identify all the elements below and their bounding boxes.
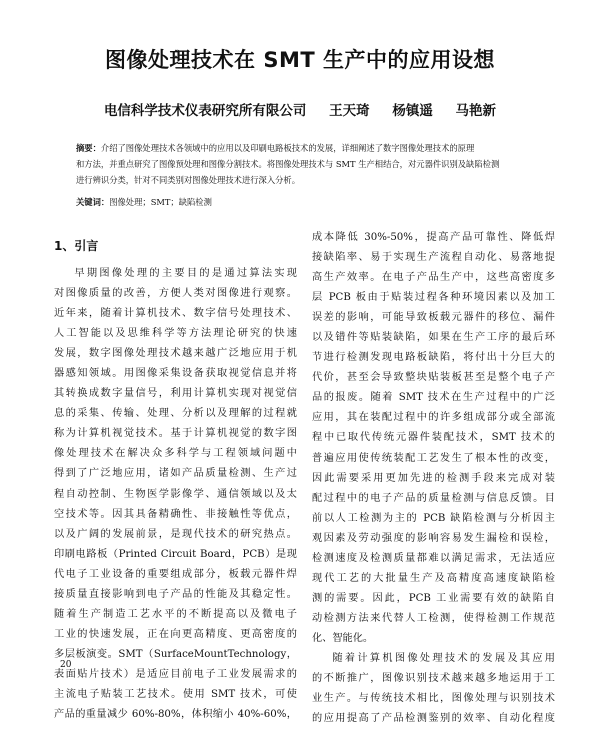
abstract bbox=[76, 140, 538, 188]
text-line: 业生产。与传统技术相比，图像处理与识别技术 bbox=[312, 693, 555, 705]
text-line: 随着生产制造工艺水平的不断提高以及微电子 bbox=[54, 608, 297, 620]
paper-title: 图像处理技术在 SMT 生产中的应用设想 bbox=[105, 48, 495, 72]
author-name: 杨镇遥 bbox=[392, 103, 433, 119]
text-line: 配过程中的电子产品的质量检测与信息反馈。目 bbox=[312, 492, 555, 504]
text-line: 的不断推广，图像识别技术越来越多地运用于工 bbox=[312, 673, 555, 685]
text-line: 观因素及劳动强度的影响容易发生漏检和误检， bbox=[312, 532, 555, 544]
text-line: 器感知领域。用图像采集设备获取视觉信息并将 bbox=[54, 368, 297, 380]
text-line: 节进行检测发现电路板缺陷，将付出十分巨大的 bbox=[312, 352, 555, 364]
text-line: 化、智能化。 bbox=[312, 632, 374, 644]
text-line: 产品的重量减少 60%-80%，体积缩小 40%-60%， bbox=[54, 709, 297, 721]
author-name: 马艳新 bbox=[455, 103, 497, 119]
text-line: 普遍应用使传统装配工艺发生了根本性的改变， bbox=[312, 452, 555, 464]
text-line: 对图像质量的改善，方便人类对图像进行观察。 bbox=[54, 288, 297, 300]
text-line: 发展，数字图像处理技术越来越广泛地应用于机 bbox=[54, 348, 297, 360]
text-line: 息的采集、传输、处理、分析以及理解的过程就 bbox=[54, 408, 297, 420]
text-line: 现代工艺的大批量生产及高精度高速度缺陷检 bbox=[312, 572, 555, 584]
text-line: 其转换成数字量信号，利用计算机实现对视觉信 bbox=[54, 388, 297, 400]
text-line: 检测速度及检测质量都难以满足需求，无法适应 bbox=[312, 552, 555, 564]
text-line: 动检测方法来代替人工检测，使得检测工作规范 bbox=[312, 612, 555, 624]
author-line bbox=[0, 99, 600, 119]
page-number: 20 bbox=[60, 660, 72, 670]
text-line: 接质量直接影响到电子产品的性能及其稳定性。 bbox=[54, 588, 297, 600]
text-line: 程自动控制、生物医学影像学、通信领域以及太 bbox=[54, 488, 297, 500]
text-line: 品的报废。随着 SMT 技术在生产过程中的广泛 bbox=[312, 392, 555, 404]
text-line: 像处理技术在解决众多科学与工程领域问题中 bbox=[54, 448, 297, 460]
author-name: 王天琦 bbox=[329, 103, 370, 119]
abstract-line: 和方法，并重点研究了图像预处理和图像分割技术。将图像处理技术与 SMT 生产相结合，对元器件识别及缺陷检测 bbox=[76, 159, 500, 169]
text-line: 因此需要采用更加先进的检测手段来完成对装 bbox=[312, 472, 555, 484]
text-line: 代电子工业设备的重要组成部分，板载元器件焊 bbox=[54, 568, 297, 580]
affiliation: 电信科学技术仪表研究所有限公司 bbox=[103, 103, 307, 119]
keywords bbox=[76, 194, 538, 210]
text-line: 以及广阔的发展前景，是现代技术的研究热点。 bbox=[54, 528, 297, 540]
text-line: 表面贴片技术）是适应目前电子工业发展需求的 bbox=[54, 668, 297, 680]
text-line: 空技术等。因其具备精确性、非接触性等优点， bbox=[54, 508, 297, 520]
text-line: 主流电子贴装工艺技术。使用 SMT 技术，可使 bbox=[54, 688, 297, 700]
abstract-label: 摘要： bbox=[76, 143, 101, 153]
text-line: 高生产效率。在电子产品生产中，这些高密度多 bbox=[312, 272, 555, 284]
abstract-line: 进行辨识分类，针对不同类别对图像处理技术进行深入分析。 bbox=[76, 175, 301, 185]
text-line: 的应用提高了产品检测鉴别的效率、自动化程度 bbox=[312, 713, 555, 725]
text-line: 称为计算机视觉技术。基于计算机视觉的数字图 bbox=[54, 428, 297, 440]
text-line: 得到了广泛地应用，诸如产品质量检测、生产过 bbox=[54, 468, 297, 480]
text-line: 代价，甚至会导致整块贴装板甚至是整个电子产 bbox=[312, 372, 555, 384]
section-heading: 1、引言 bbox=[54, 239, 99, 253]
text-line: 人工智能以及思维科学等方法理论研究的快速 bbox=[54, 328, 297, 340]
text-line: 印刷电路板（Printed Circuit Board，PCB）是现 bbox=[54, 548, 297, 560]
keywords-text: 图像处理；SMT；缺陷检测 bbox=[109, 197, 212, 207]
right-column bbox=[312, 228, 555, 729]
text-line: 随着计算机图像处理技术的发展及其应用 bbox=[332, 652, 555, 664]
abstract-line: 摘要：介绍了图像处理技术各领域中的应用以及印刷电路板技术的发展，详细阐述了数字图像处理技术的原理 bbox=[76, 143, 475, 153]
text-line: 层 PCB 板由于贴装过程各种环境因素以及加工 bbox=[312, 292, 555, 304]
text-line: 前以人工检测为主的 PCB 缺陷检测与分析因主 bbox=[312, 512, 555, 524]
text-line: 成本降低 30%-50%，提高产品可靠性、降低焊 bbox=[312, 232, 555, 243]
text-line: 程中已取代传统元器件装配技术，SMT 技术的 bbox=[312, 432, 555, 444]
text-line: 近年来，随着计算机技术、数字信号处理技术、 bbox=[54, 308, 297, 320]
text-line: 多层板演变。SMT（SurfaceMountTechnology， bbox=[54, 648, 297, 660]
text-line: 误差的影响，可能导致板载元器件的移位、漏件 bbox=[312, 312, 555, 324]
text-line: 工业的快速发展，正在向更高精度、更高密度的 bbox=[54, 628, 297, 640]
text-line: 接缺陷率、易于实现生产流程自动化、易落地提 bbox=[312, 252, 555, 264]
keywords-label: 关键词： bbox=[76, 197, 110, 207]
text-line: 应用，其在装配过程中的许多组成部分或全部流 bbox=[312, 412, 555, 424]
text-line: 以及错件等贴装缺陷，如果在生产工序的最后环 bbox=[312, 332, 555, 344]
left-column bbox=[54, 228, 297, 725]
text-line: 测的需要。因此，PCB 工业需要有效的缺陷自 bbox=[312, 592, 555, 604]
text-line: 早期图像处理的主要目的是通过算法实现 bbox=[74, 268, 297, 279]
